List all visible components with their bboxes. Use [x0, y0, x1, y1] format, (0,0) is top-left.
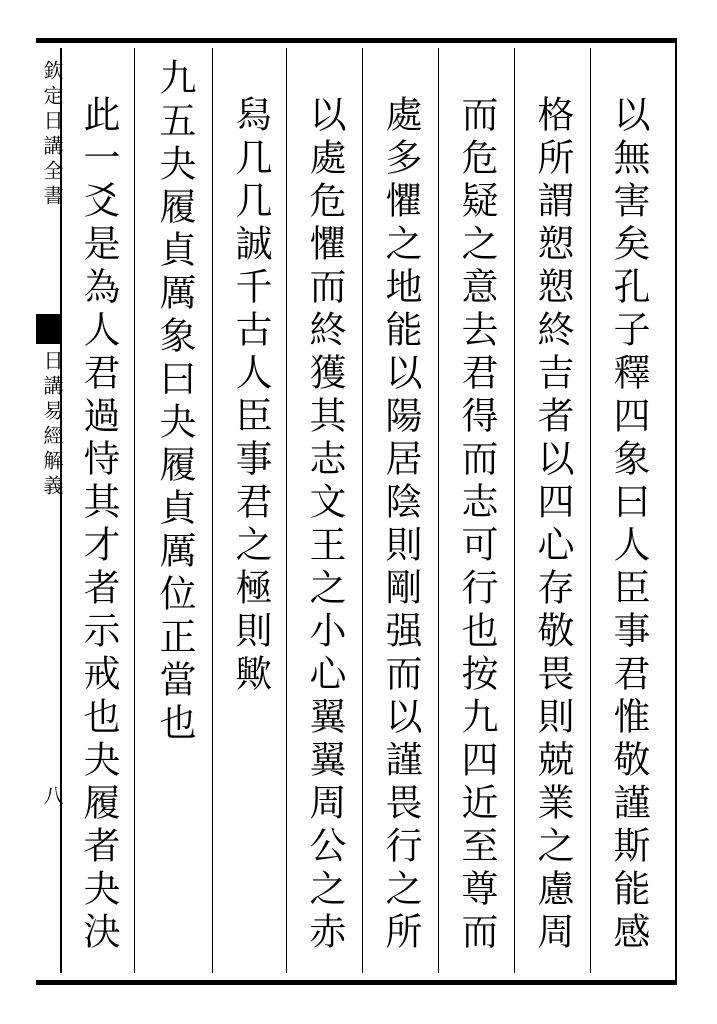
fishtail-mark	[36, 314, 62, 344]
column-rule	[514, 48, 515, 973]
text-column-3: 而危疑之意去君得而志可行也按九四近至尊而	[455, 95, 498, 955]
column-rule	[362, 48, 363, 973]
text-column-6: 舄几几誠千古人臣事君之極則歟	[229, 95, 272, 697]
margin-title: 欽定日講全書	[40, 60, 64, 210]
text-column-5: 以處危懼而終獲其志文王之小心翼翼周公之赤	[303, 95, 346, 955]
column-rule	[438, 48, 439, 973]
text-column-7: 九五夬履貞厲象曰夬履貞厲位正當也	[153, 58, 196, 746]
text-column-4: 處多懼之地能以陽居陰則剛强而以謹畏行之所	[379, 95, 422, 955]
text-column-2: 格所謂愬愬終吉者以四心存敬畏則兢業之慮周	[531, 95, 574, 955]
column-rule	[134, 48, 135, 973]
column-rule	[286, 48, 287, 973]
column-rule	[212, 48, 213, 973]
margin-page-number: 八	[40, 785, 64, 810]
column-rule	[590, 48, 591, 973]
text-column-1: 以無害矣孔子釋四象曰人臣事君惟敬謹斯能感	[607, 95, 650, 955]
text-column-8: 此一爻是為人君過恃其才者示戒也夬履者夬決	[77, 95, 120, 955]
page-border	[36, 38, 677, 985]
margin-book-title: 日講易經解義	[40, 350, 64, 500]
